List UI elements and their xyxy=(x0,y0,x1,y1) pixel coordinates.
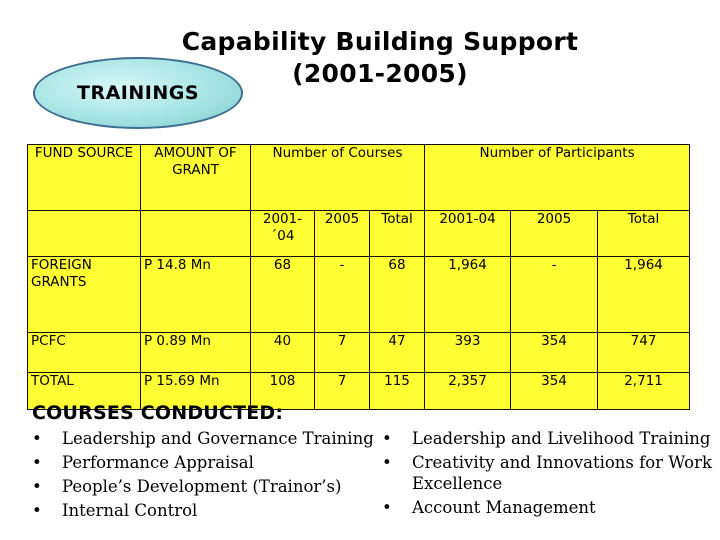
cell-participants-2001-04: 1,964 xyxy=(425,257,511,333)
subheader-empty-source xyxy=(28,211,141,257)
cell-courses-2001-04: 68 xyxy=(251,257,315,333)
cell-courses-total: 47 xyxy=(370,333,425,373)
course-name: People’s Development (Trainor’s) xyxy=(62,477,342,496)
header-number-of-courses: Number of Courses xyxy=(251,145,425,211)
course-name: Internal Control xyxy=(62,501,198,520)
header-fund-source: FUND SOURCE xyxy=(28,145,141,211)
trainings-badge-label: TRAININGS xyxy=(76,82,200,104)
bullet-icon: • xyxy=(382,453,392,472)
table-row xyxy=(28,257,690,333)
course-name: Performance Appraisal xyxy=(62,453,254,472)
cell-participants-total: 2,711 xyxy=(598,373,690,410)
cell-participants-2001-04: 393 xyxy=(425,333,511,373)
cell-courses-total: 68 xyxy=(370,257,425,333)
list-item xyxy=(32,476,392,497)
title-line-2: (2001-2005) xyxy=(292,59,468,88)
list-item xyxy=(382,452,712,494)
bullet-icon: • xyxy=(32,453,42,472)
bullet-icon: • xyxy=(32,501,42,520)
cell-participants-total: 1,964 xyxy=(598,257,690,333)
bullet-icon: • xyxy=(382,429,392,448)
courses-conducted-heading: COURSES CONDUCTED: xyxy=(32,402,284,424)
cell-courses-2005: 7 xyxy=(315,373,370,410)
cell-participants-2005: 354 xyxy=(511,373,598,410)
header-amount-of-grant: AMOUNT OF GRANT xyxy=(141,145,251,211)
courses-list-right xyxy=(382,428,712,521)
subheader-participants-2005: 2005 xyxy=(511,211,598,257)
cell-source: TOTAL xyxy=(28,373,141,410)
bullet-icon: • xyxy=(32,429,42,448)
bullet-icon: • xyxy=(382,498,392,517)
cell-courses-2005: - xyxy=(315,257,370,333)
cell-courses-2001-04: 108 xyxy=(251,373,315,410)
title-line-1: Capability Building Support xyxy=(181,27,579,56)
cell-participants-2005: - xyxy=(511,257,598,333)
subheader-courses-total: Total xyxy=(370,211,425,257)
cell-courses-2005: 7 xyxy=(315,333,370,373)
table-row xyxy=(28,333,690,373)
cell-amount: P 15.69 Mn xyxy=(141,373,251,410)
cell-source: PCFC xyxy=(28,333,141,373)
bullet-icon: • xyxy=(32,477,42,496)
subheader-empty-amount xyxy=(141,211,251,257)
trainings-badge xyxy=(33,57,243,129)
subheader-participants-2001-04: 2001-04 xyxy=(425,211,511,257)
subheader-courses-2001-04: 2001-´04 xyxy=(251,211,315,257)
header-number-of-participants: Number of Participants xyxy=(425,145,690,211)
list-item xyxy=(382,497,712,518)
list-item xyxy=(32,428,392,449)
table-header-row xyxy=(28,145,690,211)
cell-courses-total: 115 xyxy=(370,373,425,410)
cell-amount: P 0.89 Mn xyxy=(141,333,251,373)
subheader-participants-total: Total xyxy=(598,211,690,257)
course-name: Leadership and Governance Training xyxy=(62,429,374,448)
subheader-courses-2005: 2005 xyxy=(315,211,370,257)
course-name: Account Management xyxy=(412,498,596,517)
list-item xyxy=(32,500,392,521)
cell-participants-total: 747 xyxy=(598,333,690,373)
courses-list-left xyxy=(32,428,392,524)
list-item xyxy=(382,428,712,449)
cell-participants-2005: 354 xyxy=(511,333,598,373)
list-item xyxy=(32,452,392,473)
cell-amount: P 14.8 Mn xyxy=(141,257,251,333)
table-subheader-row xyxy=(28,211,690,257)
cell-participants-2001-04: 2,357 xyxy=(425,373,511,410)
training-summary-table xyxy=(27,144,690,410)
course-name: Creativity and Innovations for Work Excellence xyxy=(412,453,712,493)
cell-source: FOREIGN GRANTS xyxy=(28,257,141,333)
course-name: Leadership and Livelihood Training xyxy=(412,429,711,448)
cell-courses-2001-04: 40 xyxy=(251,333,315,373)
